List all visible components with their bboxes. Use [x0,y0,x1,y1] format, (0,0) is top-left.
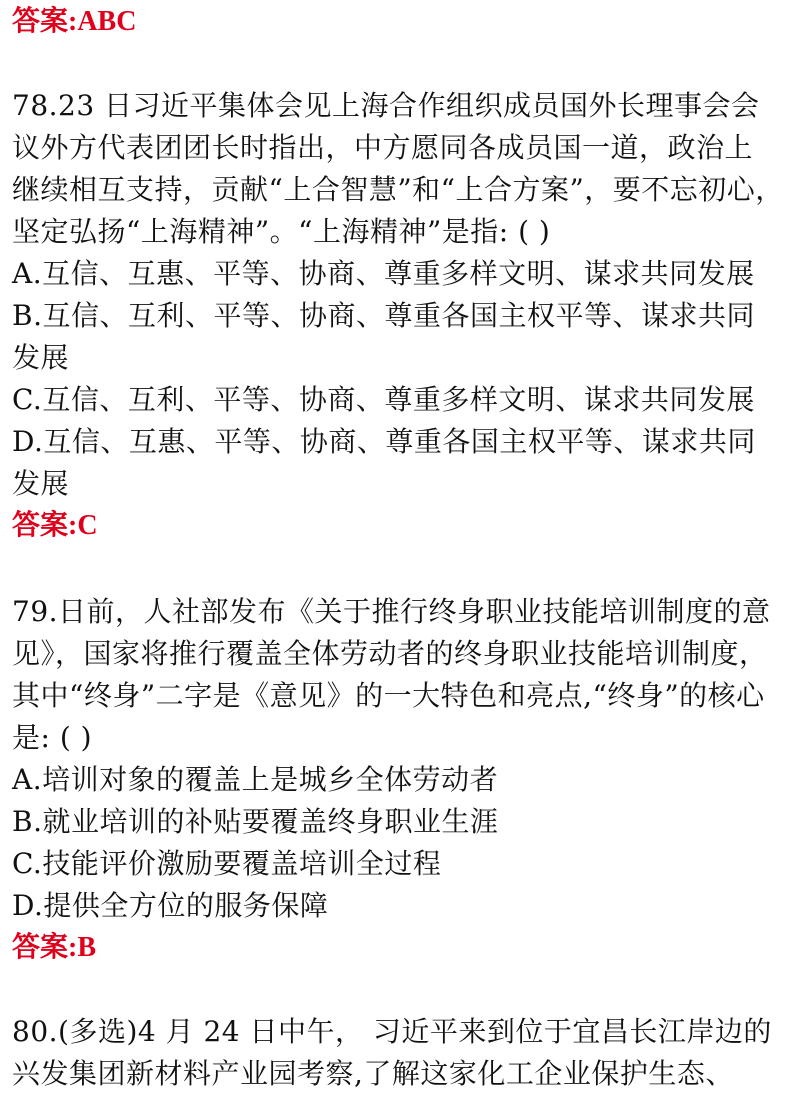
answer-79: 答案:B [12,932,97,963]
option-78-d-cont: 发展 [12,467,70,500]
question-80-line: 80.(多选)4 月 24 日中午， 习近平来到位于宜昌长江岸边的 [12,1015,772,1048]
option-78-d: D.互信、互惠、平等、协商、尊重各国主权平等、谋求共同 [12,425,756,458]
option-79-c: C.技能评价激励要覆盖培训全过程 [12,847,442,880]
option-78-b: B.互信、互利、平等、协商、尊重各国主权平等、谋求共同 [12,299,755,332]
question-79-line: 是: ( ) [12,721,93,754]
question-79-line: 79.日前，人社部发布《关于推行终身职业技能培训制度的意 [12,595,771,628]
answer-77: 答案:ABC [12,6,137,37]
option-79-b: B.就业培训的补贴要覆盖终身职业生涯 [12,805,499,838]
option-79-a: A.培训对象的覆盖上是城乡全体劳动者 [12,763,499,796]
question-79-line: 见》，国家将推行覆盖全体劳动者的终身职业技能培训制度， [12,637,768,670]
question-78-line: 78.23 日习近平集体会见上海合作组织成员国外长理事会会 [12,89,760,122]
answer-78: 答案:C [12,510,98,541]
question-79-line: 其中“终身”二字是《意见》的一大特色和亮点,“终身”的核心 [12,679,765,712]
question-80-line: 兴发集团新材料产业园考察,了解这家化工企业保护生态、 [12,1057,734,1090]
question-78-line: 继续相互支持，贡献“上合智慧”和“上合方案”，要不忘初心， [12,173,784,206]
option-79-d: D.提供全方位的服务保障 [12,889,329,922]
question-78-line: 议外方代表团团长时指出，中方愿同各成员国一道，政治上 [12,131,754,164]
question-78-line: 坚定弘扬“上海精神”。“上海精神”是指: ( ) [12,215,551,248]
option-78-a: A.互信、互惠、平等、协商、尊重多样文明、谋求共同发展 [12,257,755,290]
option-78-b-cont: 发展 [12,341,70,374]
option-78-c: C.互信、互利、平等、协商、尊重多样文明、谋求共同发展 [12,383,755,416]
